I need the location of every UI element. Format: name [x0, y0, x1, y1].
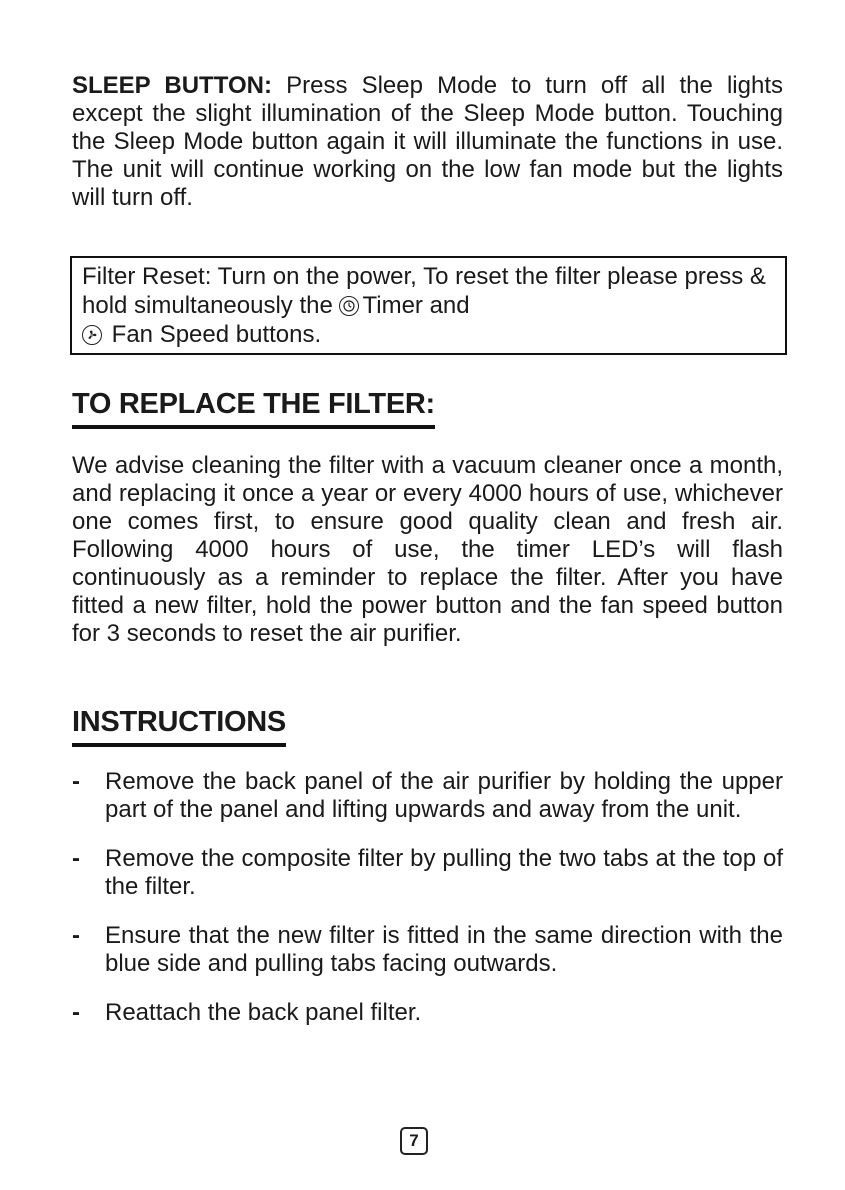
list-item [72, 999, 783, 1027]
list-item-text: Ensure that the new filter is fitted in the same direction with the blue side and pulling tabs facing outwards. [105, 922, 783, 977]
bullet-dash: - [72, 999, 80, 1026]
bullet-dash: - [72, 922, 80, 949]
replace-filter-paragraph: We advise cleaning the filter with a vacuum cleaner once a month, and replacing it once a year or every 4000 hours of use, whichever one comes first, to ensure good quality clean and fresh air. Following 4000 hours of use, the timer LED’s will flash continuously as a reminder to replace the filter. After you have fitted a new filter, hold the power button and the fan speed button for 3 seconds to reset the air purifier. [72, 452, 783, 647]
list-item-text: Remove the back panel of the air purifier by holding the upper part of the panel and lifting upwards and away from the unit. [105, 768, 783, 823]
list-item [72, 845, 783, 901]
bullet-dash: - [72, 768, 80, 795]
instructions-list [72, 768, 783, 1048]
page-number: 7 [400, 1127, 428, 1155]
instructions-heading: INSTRUCTIONS [72, 706, 286, 747]
sleep-button-label: SLEEP BUTTON: [72, 72, 272, 99]
filter-reset-text: Filter Reset: Turn on the power, To reset the filter please press & hold simultaneously the [82, 263, 766, 319]
replace-filter-heading: TO REPLACE THE FILTER: [72, 388, 435, 429]
timer-label: Timer and [362, 292, 470, 319]
list-item-text: Reattach the back panel filter. [105, 999, 422, 1026]
list-item [72, 922, 783, 978]
timer-icon [339, 296, 359, 316]
sleep-button-text: Press Sleep Mode to turn off all the lights except the slight illumination of the Sleep Mode button. Touching the Sleep Mode button again it will illuminate the functions in use. The unit will continue working on the low fan mode but the lights will turn off. [72, 72, 784, 211]
fan-speed-label: Fan Speed buttons. [105, 321, 322, 348]
fan-icon [82, 325, 102, 345]
sleep-button-paragraph [72, 72, 783, 212]
list-item-text: Remove the composite filter by pulling the two tabs at the top of the filter. [105, 845, 783, 900]
bullet-dash: - [72, 845, 80, 872]
filter-reset-box [70, 256, 787, 355]
list-item [72, 768, 783, 824]
